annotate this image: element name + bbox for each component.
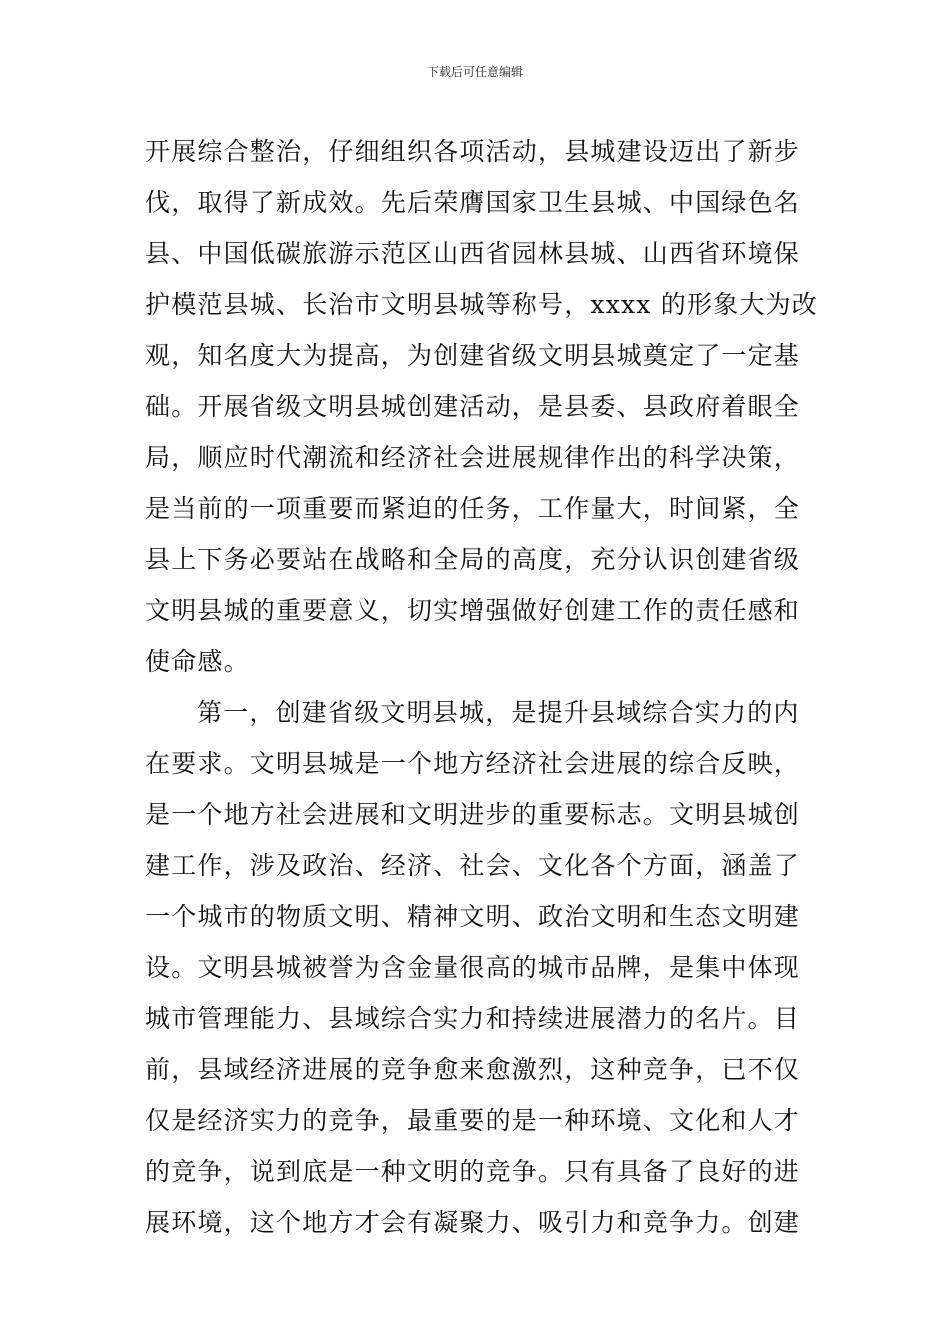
- text-line: 文明县城的重要意义，切实增强做好创建工作的责任感和: [145, 596, 801, 625]
- page-header-note: 下载后可任意编辑: [426, 65, 523, 79]
- paragraph-first-line: 第一，创建省级文明县城，是提升县域综合实力的内: [197, 698, 800, 727]
- text-line: 县、中国低碳旅游示范区山西省园林县城、山西省环境保: [145, 239, 801, 268]
- text-line: 建工作，涉及政治、经济、社会、文化各个方面，涵盖了: [145, 851, 801, 880]
- text-line: 一个城市的物质文明、精神文明、政治文明和生态文明建: [145, 902, 801, 931]
- text-line: 展环境，这个地方才会有凝聚力、吸引力和竞争力。创建: [145, 1208, 801, 1237]
- text-line: 伐，取得了新成效。先后荣膺国家卫生县城、中国绿色名: [145, 188, 801, 217]
- text-line: 局，顺应时代潮流和经济社会进展规律作出的科学决策，: [145, 443, 801, 472]
- body-text: [145, 126, 818, 1248]
- text-line: 设。文明县城被誉为含金量很高的城市品牌，是集中体现: [145, 953, 801, 982]
- text-line: 的竞争，说到底是一种文明的竞争。只有具备了良好的进: [145, 1157, 801, 1186]
- text-line: 使命感。: [145, 647, 250, 676]
- text-line: 开展综合整治，仔细组织各项活动，县城建设迈出了新步: [145, 137, 801, 166]
- text-line: 础。开展省级文明县城创建活动，是县委、县政府着眼全: [145, 392, 801, 421]
- text-line: 前，县域经济进展的竞争愈来愈激烈，这种竞争，已不仅: [145, 1055, 801, 1084]
- text-line: 仅是经济实力的竞争，最重要的是一种环境、文化和人才: [145, 1106, 801, 1135]
- text-line: 在要求。文明县城是一个地方经济社会进展的综合反映，: [145, 749, 801, 778]
- text-line: 县上下务必要站在战略和全局的高度，充分认识创建省级: [145, 545, 801, 574]
- text-line: 城市管理能力、县域综合实力和持续进展潜力的名片。目: [145, 1004, 801, 1033]
- text-line: 护模范县城、长治市文明县城等称号，xxxx 的形象大为改: [145, 290, 818, 319]
- text-line: 是当前的一项重要而紧迫的任务，工作量大，时间紧，全: [145, 494, 801, 523]
- text-line: 是一个地方社会进展和文明进步的重要标志。文明县城创: [145, 800, 801, 829]
- text-line: 观，知名度大为提高，为创建省级文明县城奠定了一定基: [145, 341, 801, 370]
